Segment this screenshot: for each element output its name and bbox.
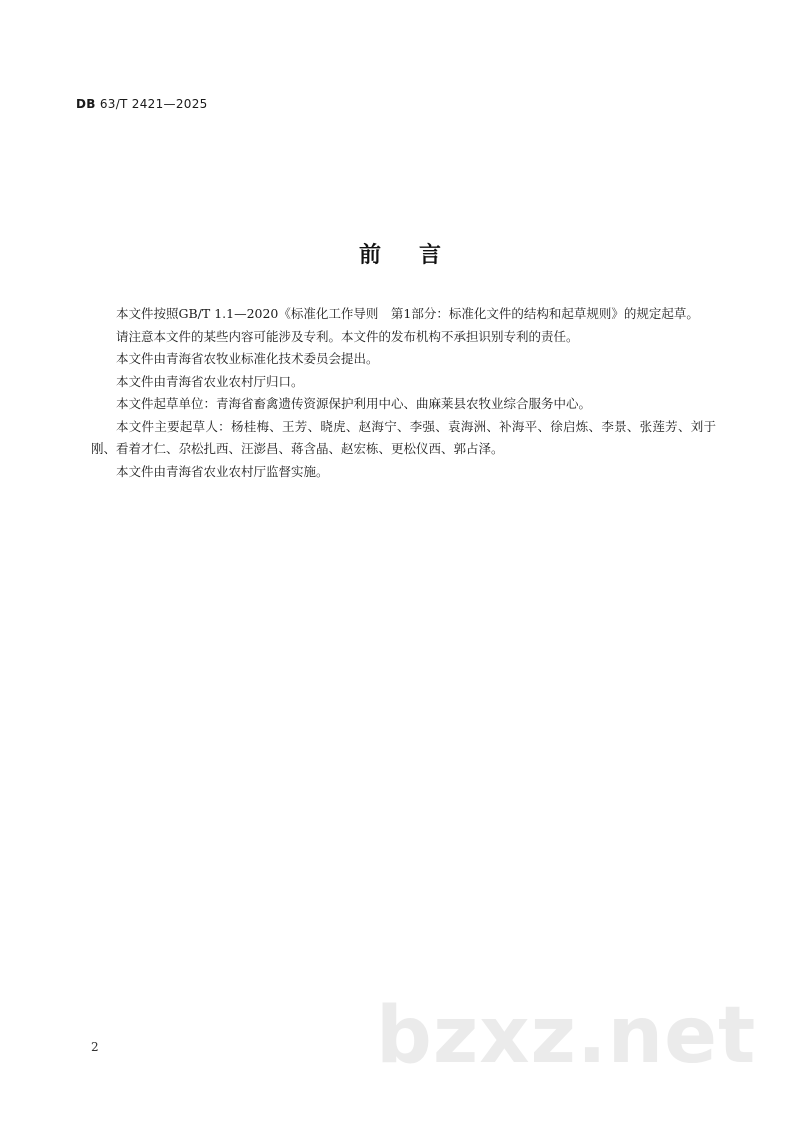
paragraph-patent-notice: 请注意本文件的某些内容可能涉及专利。本文件的发布机构不承担识别专利的责任。 (116, 328, 579, 344)
paragraph-drafting-basis: 本文件按照GB/T 1.1—2020《标准化工作导则 第1部分：标准化文件的结构和起草规则》的规定起草。 (116, 306, 699, 321)
paragraph-supervised-by: 本文件由青海省农业农村厅监督实施。 (116, 463, 329, 479)
document-code (76, 97, 208, 111)
document-code-number: 63/T 2421—2025 (99, 97, 208, 111)
foreword-body (91, 303, 716, 483)
paragraph-managed-by: 本文件由青海省农业农村厅归口。 (116, 373, 304, 389)
page-title: 前言 (358, 243, 479, 268)
paragraph-drafting-units: 本文件起草单位：青海省畜禽遗传资源保护利用中心、曲麻莱县农牧业综合服务中心。 (116, 396, 592, 411)
paragraph-drafters: 本文件主要起草人：杨桂梅、王芳、晓虎、赵海宁、李强、袁海洲、补海平、徐启炼、李景、张莲芳、刘于刚、看着才仁、尕松扎西、汪澎昌、蒋含晶、赵宏栋、更松仪西、郭占泽。 (91, 418, 716, 456)
page-number: 2 (91, 1040, 99, 1054)
document-code-prefix: DB (76, 97, 96, 111)
watermark-logo: bzxz.net (376, 991, 757, 1081)
paragraph-proposed-by: 本文件由青海省农牧业标准化技术委员会提出。 (116, 351, 379, 366)
